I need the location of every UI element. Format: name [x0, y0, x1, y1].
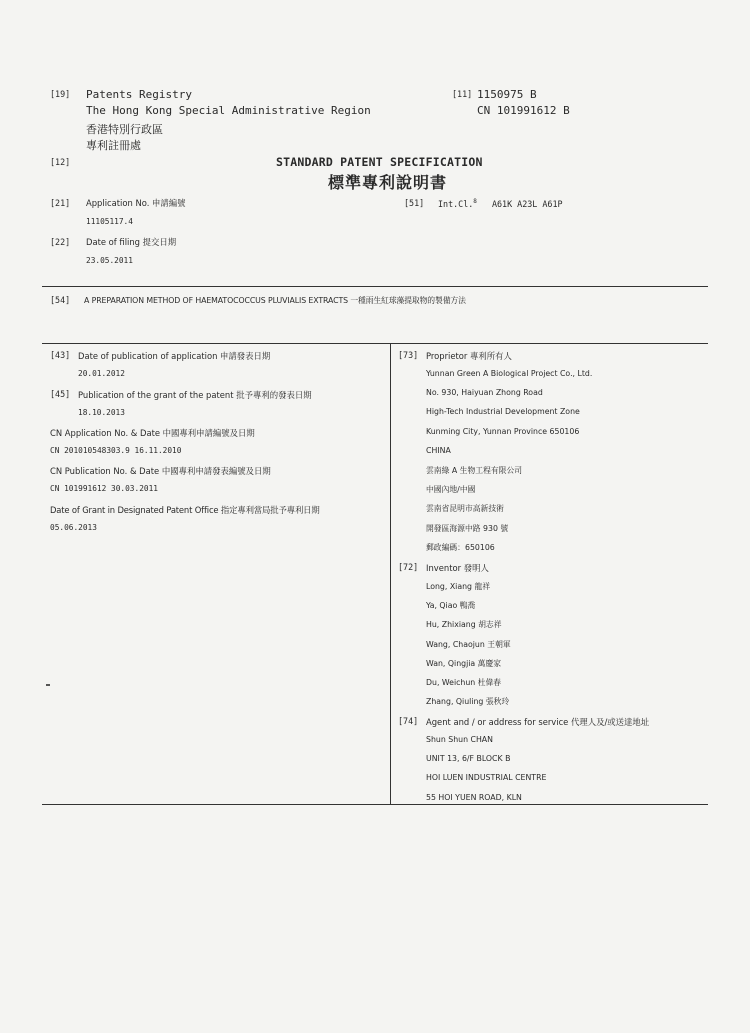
inventor-name: Du, Weichun 杜偉春	[426, 678, 502, 687]
cn-publication-value: CN 101991612 30.03.2011	[50, 484, 158, 493]
proprietor-label: Proprietor 專利所有人	[426, 351, 512, 361]
divider-top	[42, 286, 708, 287]
document-title-zh: 標準專利說明書	[328, 173, 448, 192]
code-12: [12]	[50, 157, 71, 167]
agent-line: UNIT 13, 6/F BLOCK B	[426, 754, 511, 764]
inventor-name: Wan, Qingjia 萬慶家	[426, 658, 502, 668]
proprietor-line: 雲南省昆明市高新技術	[426, 504, 504, 514]
proprietor-line: 開發區海源中路 930 號	[426, 523, 509, 533]
inventor-label: Inventor 發明人	[426, 563, 489, 573]
proprietor-line: 中國內地/中國	[426, 485, 476, 495]
code-73: [73]	[398, 350, 419, 360]
application-number: 11105117.4	[86, 217, 133, 226]
code-21: [21]	[50, 198, 71, 208]
agent-line: 55 HOI YUEN ROAD, KLN	[426, 792, 522, 802]
inventor-name: Wang, Chaojun 王朝軍	[426, 639, 511, 649]
publication-of-application-label: Date of publication of application 申請發表日期	[78, 351, 271, 361]
cn-application-value: CN 201010548303.9 16.11.2010	[50, 446, 182, 455]
code-54: [54]	[50, 295, 71, 305]
proprietor-line: CHINA	[426, 445, 451, 455]
registry-region-zh: 香港特別行政區	[86, 123, 163, 136]
cn-application-label: CN Application No. & Date 中國專利申請編號及日期	[50, 428, 255, 438]
agent-line: HOI LUEN INDUSTRIAL CENTRE	[426, 773, 547, 783]
designated-grant-date: 05.06.2013	[50, 523, 97, 532]
document-title-en: STANDARD PATENT SPECIFICATION	[276, 155, 483, 169]
registry-name-en: Patents Registry	[86, 88, 192, 101]
agent-line: Shun Shun CHAN	[426, 735, 493, 744]
cn-publication-number: CN 101991612 B	[477, 104, 570, 117]
proprietor-line: No. 930, Haiyuan Zhong Road	[426, 388, 543, 398]
code-43: [43]	[50, 350, 71, 360]
inventor-name: Zhang, Qiuling 張秋玲	[426, 697, 510, 707]
proprietor-line: High-Tech Industrial Development Zone	[426, 407, 580, 417]
code-45: [45]	[50, 389, 71, 399]
application-number-label: Application No. 申請編號	[86, 198, 186, 208]
grant-publication-label: Publication of the grant of the patent 批予專利的發表日期	[78, 390, 312, 400]
code-11: [11]	[452, 89, 473, 99]
code-51: [51]	[404, 198, 425, 208]
registry-region-en: The Hong Kong Special Administrative Region	[86, 104, 371, 117]
publication-number: 1150975 B	[477, 88, 537, 101]
scan-speck	[46, 684, 50, 686]
int-cl-edition: 8	[473, 198, 477, 205]
filing-date-label: Date of filing 提交日期	[86, 237, 177, 247]
int-cl	[438, 198, 563, 209]
designated-grant-label: Date of Grant in Designated Patent Office 指定專利當局批予專利日期	[50, 505, 320, 515]
cn-publication-label: CN Publication No. & Date 中國專利申請發表編號及日期	[50, 466, 271, 476]
inventor-name: Long, Xiang 龍祥	[426, 582, 491, 591]
proprietor-line: Kunming City, Yunnan Province 650106	[426, 426, 580, 436]
int-cl-label: Int.Cl.	[438, 198, 474, 209]
code-22: [22]	[50, 237, 71, 247]
invention-title: A PREPARATION METHOD OF HAEMATOCOCCUS PLUVIALIS EXTRACTS 一種雨生紅球藻提取物的製備方法	[84, 296, 466, 305]
proprietor-line: 雲南綠 A 生物工程有限公司	[426, 466, 523, 475]
publication-of-application-date: 20.01.2012	[78, 369, 125, 378]
code-72: [72]	[398, 562, 419, 572]
agent-label: Agent and / or address for service 代理人及/或送達地址	[426, 717, 650, 727]
divider-table-bottom	[42, 804, 708, 805]
divider-table-top	[42, 343, 708, 344]
code-74: [74]	[398, 716, 419, 726]
proprietor-line: 郵政編碼：650106	[426, 542, 495, 552]
proprietor-line: Yunnan Green A Biological Project Co., Ltd.	[426, 369, 593, 378]
filing-date: 23.05.2011	[86, 256, 133, 265]
grant-publication-date: 18.10.2013	[78, 408, 125, 417]
inventor-name: Ya, Qiao 鴨喬	[426, 601, 476, 611]
registry-name-zh: 專利註冊處	[86, 139, 141, 152]
inventor-name: Hu, Zhixiang 胡志祥	[426, 620, 502, 630]
code-19: [19]	[50, 89, 71, 99]
column-divider	[390, 343, 391, 804]
int-cl-values: A61K A23L A61P	[491, 198, 563, 209]
